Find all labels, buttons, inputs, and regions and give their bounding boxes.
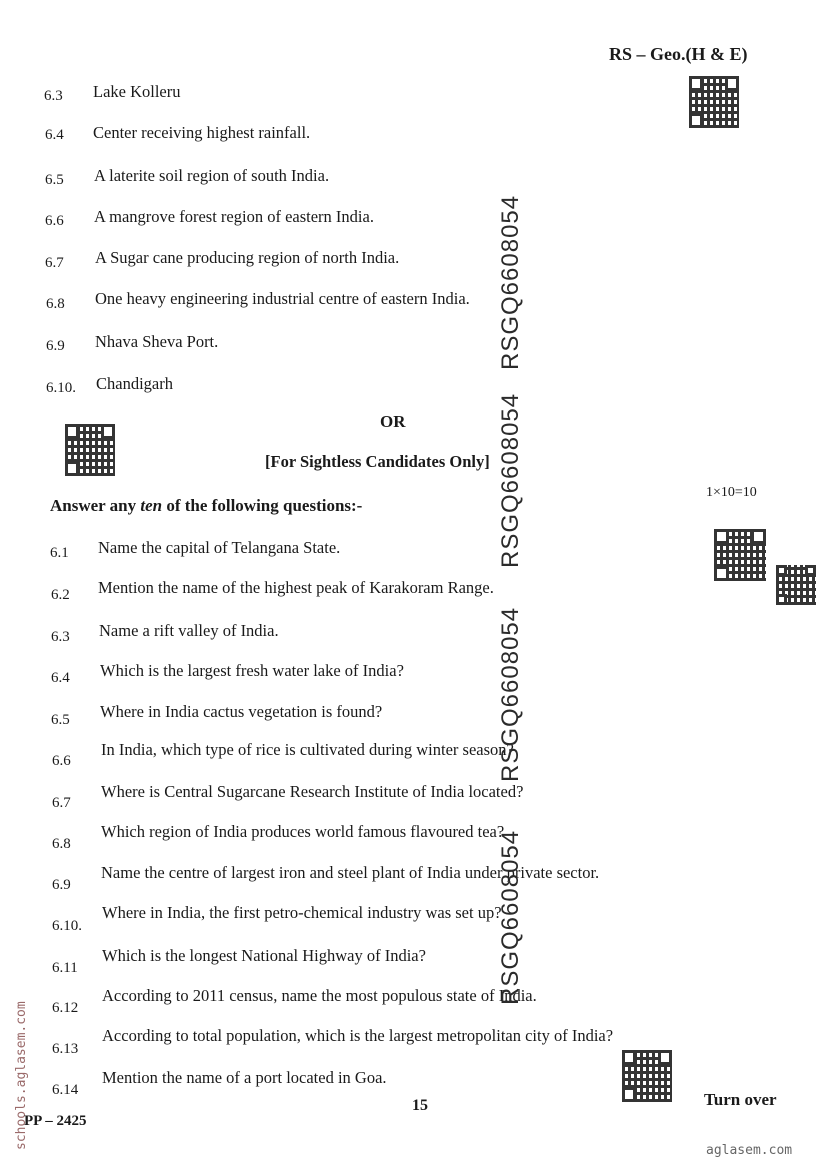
question-number: 6.2	[51, 587, 70, 603]
paper-code-footer: PP – 2425	[24, 1113, 87, 1129]
question-number: 6.3	[51, 629, 70, 645]
site-watermark: aglasem.com	[706, 1143, 793, 1158]
question-text: Center receiving highest rainfall.	[93, 123, 311, 142]
question-number: 6.8	[46, 296, 65, 312]
instruction-text: Answer any ten of the following questions:-	[50, 496, 363, 515]
question-number: 6.4	[45, 127, 64, 143]
question-text: Name the capital of Telangana State.	[98, 538, 341, 557]
question-text: Name a rift valley of India.	[99, 621, 279, 640]
question-text: Where is Central Sugarcane Research Institute of India located?	[101, 782, 524, 801]
question-number: 6.4	[51, 670, 70, 686]
question-number: 6.1	[50, 545, 69, 561]
question-number: 6.6	[45, 213, 64, 229]
question-text: Lake Kolleru	[93, 82, 181, 101]
question-text: Chandigarh	[96, 374, 173, 393]
question-text: Where in India cactus vegetation is found?	[100, 702, 383, 721]
site-watermark: schools.aglasem.com	[14, 1001, 29, 1150]
question-text: Mention the name of a port located in Goa.	[102, 1068, 387, 1087]
question-text: According to total population, which is the largest metropolitan city of India?	[102, 1026, 614, 1045]
question-text: According to 2011 census, name the most populous state of India.	[102, 986, 537, 1005]
qr-code-icon	[622, 1050, 672, 1102]
question-text: Name the centre of largest iron and steel plant of India under private sector.	[101, 863, 600, 882]
question-text: Nhava Sheva Port.	[95, 332, 219, 351]
question-number: 6.13	[52, 1041, 79, 1057]
serial-watermark: RSGQ6608054	[497, 829, 524, 1005]
question-number: 6.10.	[52, 918, 82, 934]
serial-watermark: RSGQ6608054	[497, 194, 524, 370]
question-number: 6.7	[52, 795, 71, 811]
question-number: 6.5	[45, 172, 64, 188]
qr-code-icon	[776, 565, 816, 605]
question-number: 6.3	[44, 88, 63, 104]
question-number: 6.11	[52, 960, 78, 976]
question-text: Which is the longest National Highway of India?	[102, 946, 426, 965]
question-text: A mangrove forest region of eastern India.	[94, 207, 374, 226]
question-text: One heavy engineering industrial centre of eastern India.	[95, 289, 470, 308]
question-number: 6.5	[51, 712, 70, 728]
turn-over-label: Turn over	[704, 1090, 777, 1109]
question-text: Where in India, the first petro-chemical industry was set up?	[102, 903, 502, 922]
sightless-heading: [For Sightless Candidates Only]	[265, 452, 490, 471]
qr-code-icon	[65, 424, 115, 476]
question-text: In India, which type of rice is cultivated during winter season?	[101, 740, 514, 759]
question-number: 6.7	[45, 255, 64, 271]
question-text: A laterite soil region of south India.	[94, 166, 330, 185]
question-number: 6.9	[46, 338, 65, 354]
question-text: Which region of India produces world famous flavoured tea?	[101, 822, 505, 841]
or-label: OR	[380, 412, 406, 431]
question-number: 6.9	[52, 877, 71, 893]
question-number: 6.8	[52, 836, 71, 852]
paper-code-header: RS – Geo.(H & E)	[609, 44, 748, 64]
question-text: Which is the largest fresh water lake of India?	[100, 661, 404, 680]
question-number: 6.12	[52, 1000, 79, 1016]
question-number: 6.6	[52, 753, 71, 769]
serial-watermark: RSGQ6608054	[497, 392, 524, 568]
question-text: Mention the name of the highest peak of Karakoram Range.	[98, 578, 494, 597]
question-text: A Sugar cane producing region of north India.	[95, 248, 400, 267]
serial-watermark: RSGQ6608054	[497, 606, 524, 782]
page-number: 15	[412, 1097, 428, 1114]
qr-code-icon	[714, 529, 766, 581]
qr-code-icon	[689, 76, 739, 128]
marks-label: 1×10=10	[706, 485, 757, 500]
question-number: 6.14	[52, 1082, 79, 1098]
question-number: 6.10.	[46, 380, 76, 396]
